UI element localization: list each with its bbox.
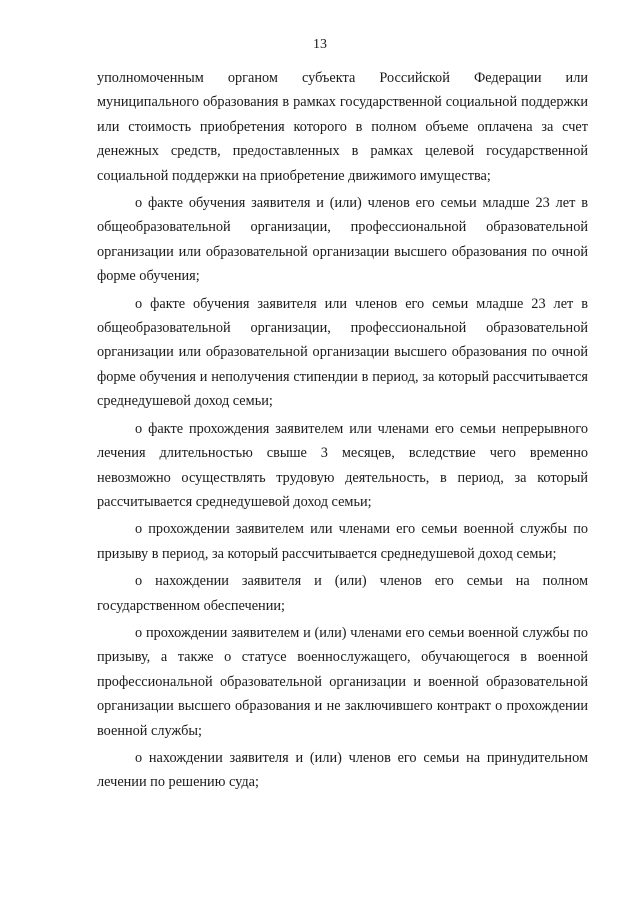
paragraph-education-under-23: о факте обучения заявителя и (или) членов его семьи младше 23 лет в общеобразовательной организации, профессиональной образовательной организации или образовательной организации высшего образования по очной форме обучения; [97, 195, 588, 285]
paragraph-continuation: уполномоченным органом субъекта Российской Федерации или муниципального образования в рамках государственной социальной поддержки или стоимость приобретения которого в полном объеме оплачена за счет денежных средств, предоставленных в рамках целевой государственной социальной поддержки на приобретение движимого имущества; [97, 70, 588, 184]
paragraph-compulsory-treatment: о нахождении заявителя и (или) членов его семьи на принудительном лечении по решению суда; [97, 749, 588, 791]
paragraph-education-no-stipend: о факте обучения заявителя или членов его семьи младше 23 лет в общеобразовательной организации, профессиональной образовательной организации или образовательной организации высшего образования по очной форме обучения и неполучения стипендии в период, за который рассчитывается среднедушевой доход семьи; [97, 295, 588, 410]
paragraph-military-service-status: о прохождении заявителем и (или) членами его семьи военной службы по призыву, а также о статусе военнослужащего, обучающегося в военной профессиональной образовательной организации и военной образовательной организации высшего образования и не заключившего контракт о прохождении военной службы; [97, 624, 588, 739]
paragraph-military-service-period: о прохождении заявителем или членами его семьи военной службы по призыву в период, за который рассчитывается среднедушевой доход семьи; [97, 521, 588, 562]
paragraph-state-support: о нахождении заявителя и (или) членов его семьи на полном государственном обеспечении; [97, 573, 588, 614]
document-body [97, 66, 588, 798]
page-number: 13 [313, 37, 327, 52]
paragraph-continuous-treatment: о факте прохождения заявителем или членами его семьи непрерывного лечения длительностью свыше 3 месяцев, вследствие чего временно невозможно осуществлять трудовую деятельность, в период, за который рассчитывается среднедушевой доход семьи; [97, 420, 588, 510]
